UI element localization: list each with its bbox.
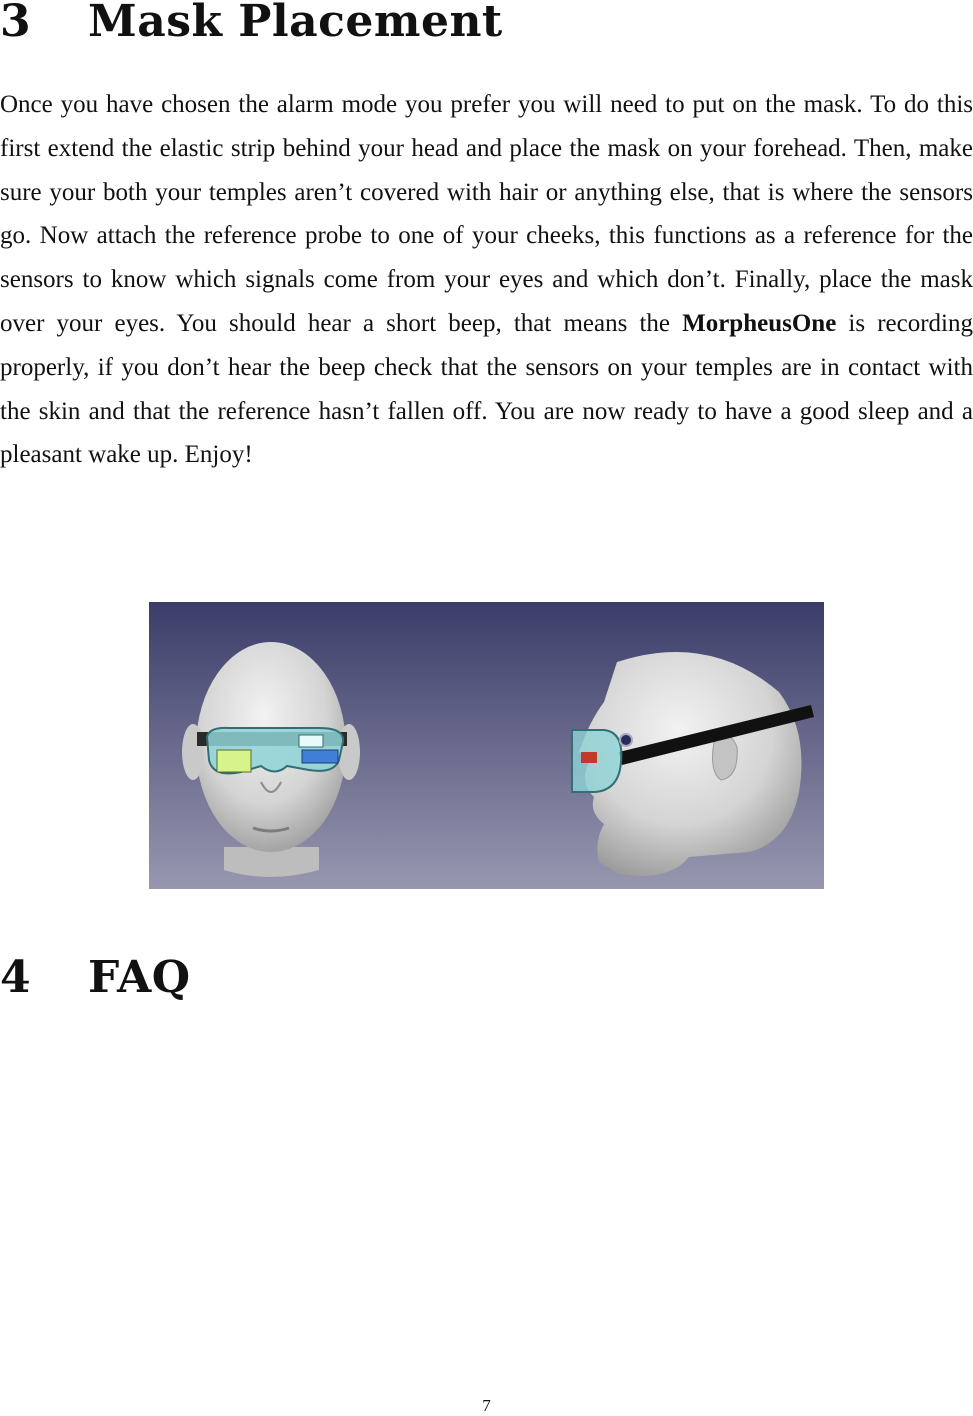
mask-placement-figure	[149, 602, 824, 889]
section-title: Mask Placement	[88, 0, 503, 47]
section-title: FAQ	[88, 952, 191, 1003]
front-sensor-white	[299, 735, 323, 747]
mask-illustration	[149, 602, 824, 889]
side-sensor-red	[581, 752, 597, 763]
paragraph-text-part1: Once you have chosen the alarm mode you prefer you will need to put on the mask. To do this first extend the elastic strip behind your head and place the mask on your forehead. Then, make sure your both your temples aren’t covered with hair or anything else, that is where the sensors go. Now attach the reference probe to one of your cheeks, this functions as a reference for the sensors to know which signals come from your eyes and which don’t. Finally, place the mask over your eyes. You should hear a short beep, that means the	[0, 91, 973, 337]
mask-placement-paragraph	[0, 83, 973, 477]
front-sensor-blue	[302, 750, 338, 763]
page-number: 7	[482, 1396, 491, 1415]
section-number: 4	[0, 952, 32, 1003]
section-4-heading	[0, 952, 191, 1003]
section-number: 3	[0, 0, 32, 47]
section-3-heading	[0, 0, 503, 47]
front-sensor-yellow	[217, 750, 251, 772]
product-name: MorpheusOne	[682, 309, 837, 337]
side-reference-probe	[620, 734, 632, 746]
paragraph-text-part2: is recording properly, if you don’t hear the beep check that the sensors on your temples are in contact with the skin and that the reference hasn’t fallen off. You are now ready to have a good sleep and a pleasant wake up. Enjoy!	[0, 309, 973, 469]
